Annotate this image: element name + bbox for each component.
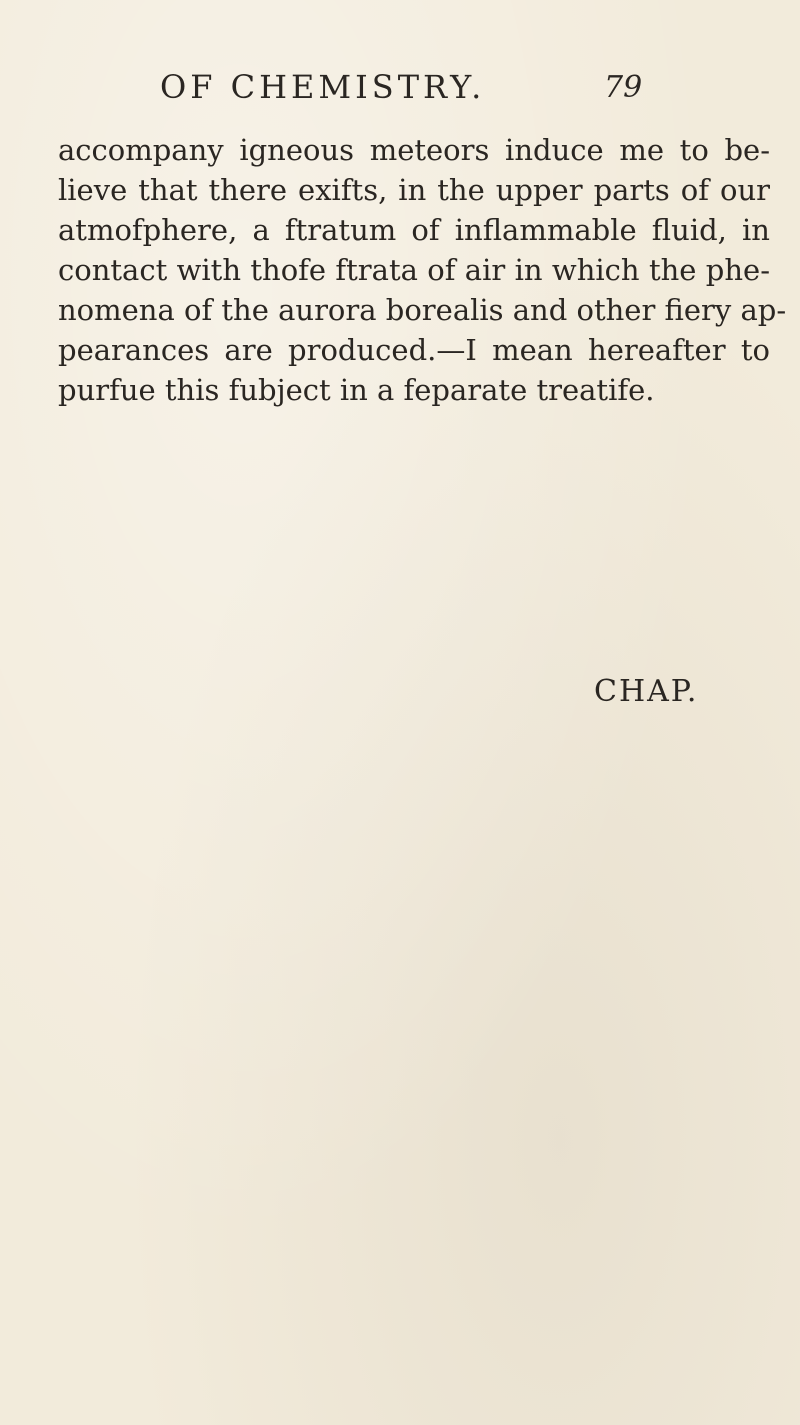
text-line: accompany igneous meteors induce me to be-	[58, 133, 770, 167]
text-line: pearances are produced.—I mean hereafter to	[58, 333, 770, 367]
show-through-shadow	[90, 720, 790, 1120]
catchword: CHAP.	[594, 674, 699, 709]
text-line: nomena of the aurora borealis and other fiery ap-	[58, 293, 787, 327]
page-number: 79	[604, 70, 643, 105]
text-line: purfue this fubject in a feparate treatife.	[58, 373, 655, 407]
text-line: lieve that there exifts, in the upper parts of our	[58, 173, 770, 207]
running-head: OF CHEMISTRY.	[160, 68, 486, 106]
text-line: atmofphere, a ftratum of inflammable fluid, in	[58, 213, 770, 247]
body-paragraph	[58, 130, 787, 410]
text-line: contact with thofe ftrata of air in which the phe-	[58, 253, 770, 287]
